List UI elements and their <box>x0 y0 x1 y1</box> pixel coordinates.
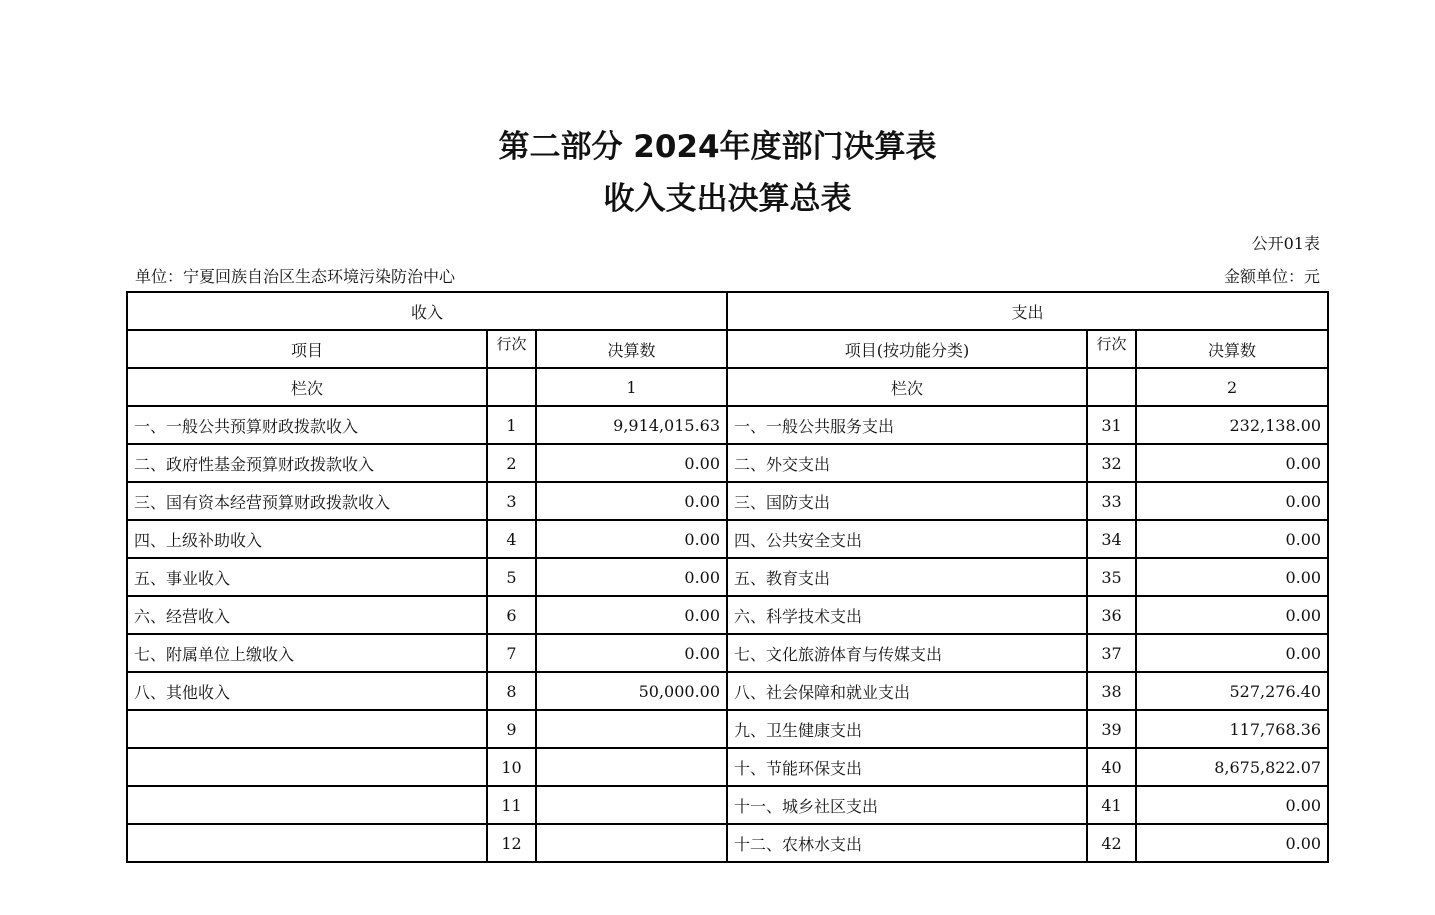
expense-line-no: 38 <box>1087 672 1136 710</box>
table-row <box>127 406 1328 444</box>
expense-item: 一、一般公共服务支出 <box>727 406 1087 444</box>
income-amount <box>536 748 727 786</box>
unit-label: 单位：宁夏回族自治区生态环境污染防治中心 <box>135 267 456 286</box>
expense-amount: 0.00 <box>1136 824 1328 862</box>
form-number: 公开01表 <box>1251 234 1320 253</box>
table-row <box>127 482 1328 520</box>
expense-header: 支出 <box>727 292 1328 330</box>
income-line-no: 9 <box>487 710 536 748</box>
expense-amount: 0.00 <box>1136 482 1328 520</box>
income-line-no: 11 <box>487 786 536 824</box>
income-line-no: 1 <box>487 406 536 444</box>
section-header-row <box>127 292 1328 330</box>
col-header-item: 项目 <box>127 330 487 368</box>
col-header-item-func: 项目(按功能分类) <box>727 330 1087 368</box>
income-amount: 0.00 <box>536 520 727 558</box>
expense-line-no: 31 <box>1087 406 1136 444</box>
lanci-expense: 2 <box>1136 368 1328 406</box>
lanci-income: 1 <box>536 368 727 406</box>
expense-amount: 0.00 <box>1136 786 1328 824</box>
column-header-row <box>127 330 1328 368</box>
income-expense-table <box>126 291 1329 863</box>
col-header-amount-2: 决算数 <box>1136 330 1328 368</box>
income-item: 六、经营收入 <box>127 596 487 634</box>
expense-item: 五、教育支出 <box>727 558 1087 596</box>
expense-amount: 0.00 <box>1136 634 1328 672</box>
lanci-empty-2 <box>1087 368 1136 406</box>
income-amount: 9,914,015.63 <box>536 406 727 444</box>
income-item <box>127 824 487 862</box>
expense-item: 四、公共安全支出 <box>727 520 1087 558</box>
money-unit-label: 金额单位：元 <box>1223 267 1320 286</box>
income-amount <box>536 786 727 824</box>
table-row <box>127 520 1328 558</box>
income-amount: 0.00 <box>536 558 727 596</box>
col-header-line-2: 行次 <box>1087 330 1136 368</box>
expense-amount: 232,138.00 <box>1136 406 1328 444</box>
table-row <box>127 596 1328 634</box>
lanci-empty <box>487 368 536 406</box>
income-item: 二、政府性基金预算财政拨款收入 <box>127 444 487 482</box>
expense-item: 九、卫生健康支出 <box>727 710 1087 748</box>
expense-item: 二、外交支出 <box>727 444 1087 482</box>
income-amount: 50,000.00 <box>536 672 727 710</box>
income-item: 一、一般公共预算财政拨款收入 <box>127 406 487 444</box>
income-line-no: 4 <box>487 520 536 558</box>
income-amount <box>536 824 727 862</box>
lanci-label: 栏次 <box>127 368 487 406</box>
income-item: 八、其他收入 <box>127 672 487 710</box>
income-line-no: 2 <box>487 444 536 482</box>
income-amount: 0.00 <box>536 444 727 482</box>
col-header-line: 行次 <box>487 330 536 368</box>
col-header-amount: 决算数 <box>536 330 727 368</box>
expense-item: 三、国防支出 <box>727 482 1087 520</box>
expense-line-no: 32 <box>1087 444 1136 482</box>
expense-line-no: 36 <box>1087 596 1136 634</box>
table-row <box>127 748 1328 786</box>
expense-amount: 0.00 <box>1136 520 1328 558</box>
income-item <box>127 710 487 748</box>
income-line-no: 6 <box>487 596 536 634</box>
table-row <box>127 672 1328 710</box>
expense-line-no: 37 <box>1087 634 1136 672</box>
income-item <box>127 786 487 824</box>
income-item: 五、事业收入 <box>127 558 487 596</box>
table-row <box>127 710 1328 748</box>
expense-item: 六、科学技术支出 <box>727 596 1087 634</box>
page-title: 第二部分 2024年度部门决算表 <box>498 129 937 165</box>
lanci-row <box>127 368 1328 406</box>
income-amount: 0.00 <box>536 596 727 634</box>
income-line-no: 5 <box>487 558 536 596</box>
table-row <box>127 824 1328 862</box>
expense-line-no: 34 <box>1087 520 1136 558</box>
table-row <box>127 444 1328 482</box>
expense-amount: 0.00 <box>1136 558 1328 596</box>
income-line-no: 12 <box>487 824 536 862</box>
income-item <box>127 748 487 786</box>
expense-line-no: 33 <box>1087 482 1136 520</box>
expense-item: 七、文化旅游体育与传媒支出 <box>727 634 1087 672</box>
expense-amount: 0.00 <box>1136 596 1328 634</box>
expense-item: 十一、城乡社区支出 <box>727 786 1087 824</box>
income-line-no: 8 <box>487 672 536 710</box>
expense-item: 十二、农林水支出 <box>727 824 1087 862</box>
expense-amount: 527,276.40 <box>1136 672 1328 710</box>
table-title: 收入支出决算总表 <box>603 181 852 217</box>
table-row <box>127 634 1328 672</box>
income-line-no: 7 <box>487 634 536 672</box>
income-line-no: 3 <box>487 482 536 520</box>
expense-line-no: 39 <box>1087 710 1136 748</box>
table-row <box>127 558 1328 596</box>
expense-amount: 117,768.36 <box>1136 710 1328 748</box>
income-amount: 0.00 <box>536 482 727 520</box>
expense-amount: 8,675,822.07 <box>1136 748 1328 786</box>
income-line-no: 10 <box>487 748 536 786</box>
income-item: 四、上级补助收入 <box>127 520 487 558</box>
income-item: 七、附属单位上缴收入 <box>127 634 487 672</box>
expense-item: 十、节能环保支出 <box>727 748 1087 786</box>
expense-line-no: 42 <box>1087 824 1136 862</box>
income-amount <box>536 710 727 748</box>
expense-item: 八、社会保障和就业支出 <box>727 672 1087 710</box>
expense-amount: 0.00 <box>1136 444 1328 482</box>
table-row <box>127 786 1328 824</box>
expense-line-no: 40 <box>1087 748 1136 786</box>
expense-line-no: 35 <box>1087 558 1136 596</box>
income-item: 三、国有资本经营预算财政拨款收入 <box>127 482 487 520</box>
lanci-label-2: 栏次 <box>727 368 1087 406</box>
income-amount: 0.00 <box>536 634 727 672</box>
expense-line-no: 41 <box>1087 786 1136 824</box>
income-header: 收入 <box>127 292 727 330</box>
